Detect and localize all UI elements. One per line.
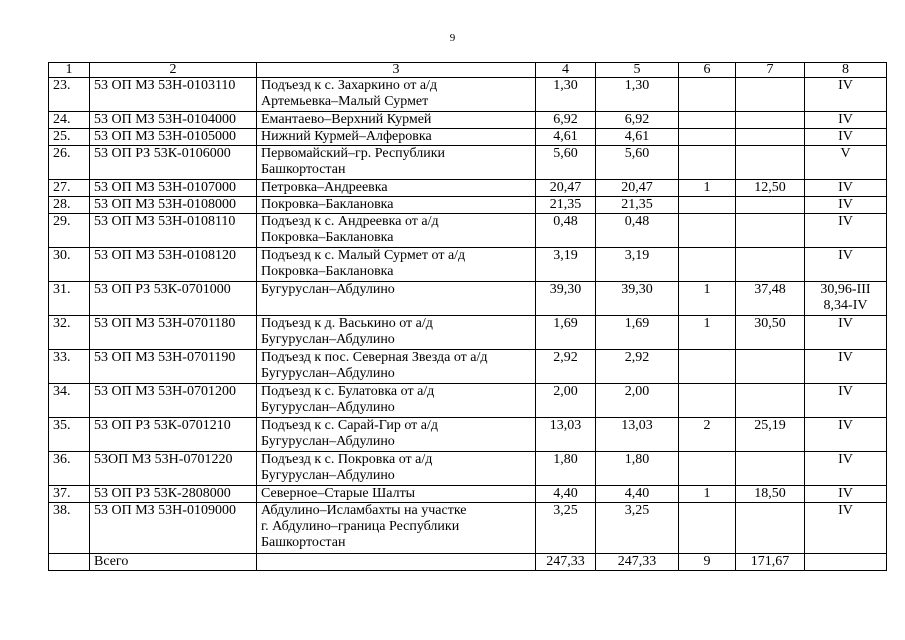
column-header-5: 5 — [596, 63, 679, 78]
road-name — [257, 197, 536, 214]
length-value-2: 1,30 — [596, 78, 679, 112]
length-value: 3,19 — [536, 248, 596, 282]
bridge-length — [736, 197, 805, 214]
road-name — [257, 418, 536, 452]
row-number: 29. — [49, 214, 90, 248]
table-row — [49, 316, 887, 350]
table-row — [49, 452, 887, 486]
road-name-line: Покровка–Баклановка — [261, 197, 394, 212]
road-name — [257, 112, 536, 129]
bridge-count: 1 — [679, 282, 736, 316]
road-code: 53 ОП МЗ 53Н-0701190 — [90, 350, 257, 384]
road-name-line: Нижний Курмей–Алферовка — [261, 129, 432, 144]
row-number: 35. — [49, 418, 90, 452]
road-category-line: IV — [838, 112, 853, 127]
road-category-line: IV — [838, 418, 853, 433]
road-name-line: Емантаево–Верхний Курмей — [261, 112, 432, 127]
column-header-6: 6 — [679, 63, 736, 78]
road-name-line: Северное–Старые Шалты — [261, 486, 416, 501]
length-value: 1,30 — [536, 78, 596, 112]
road-category — [805, 418, 887, 452]
road-name — [257, 248, 536, 282]
road-name-line: Подъезд к с. Захаркино от а/д — [261, 78, 438, 93]
bridge-length: 30,50 — [736, 316, 805, 350]
column-header-8: 8 — [805, 63, 887, 78]
page-number: 9 — [449, 32, 456, 44]
table-row — [49, 78, 887, 112]
bridge-count — [679, 452, 736, 486]
road-name-line: Подъезд к с. Сарай-Гир от а/д — [261, 418, 439, 433]
length-value: 13,03 — [536, 418, 596, 452]
road-code: 53 ОП МЗ 53Н-0105000 — [90, 129, 257, 146]
road-category-line: 30,96-III — [820, 282, 871, 297]
road-code: 53 ОП МЗ 53Н-0701200 — [90, 384, 257, 418]
length-value-2: 247,33 — [596, 554, 679, 571]
road-name — [257, 282, 536, 316]
road-name-line: Покровка–Баклановка — [261, 230, 394, 245]
road-category-line: IV — [838, 197, 853, 212]
length-value: 2,92 — [536, 350, 596, 384]
road-name — [257, 78, 536, 112]
road-category — [805, 316, 887, 350]
bridge-length: 12,50 — [736, 180, 805, 197]
road-category-line: IV — [838, 452, 853, 467]
road-category — [805, 112, 887, 129]
bridge-length — [736, 350, 805, 384]
bridge-count — [679, 248, 736, 282]
road-code: 53 ОП МЗ 53Н-0107000 — [90, 180, 257, 197]
table-row — [49, 248, 887, 282]
road-code: 53 ОП МЗ 53Н-0108000 — [90, 197, 257, 214]
road-name-line: Подъезд к д. Васькино от а/д — [261, 316, 433, 331]
row-number: 24. — [49, 112, 90, 129]
road-category-line: IV — [838, 129, 853, 144]
table-row — [49, 197, 887, 214]
row-number: 34. — [49, 384, 90, 418]
length-value-2: 13,03 — [596, 418, 679, 452]
table-row — [49, 418, 887, 452]
table-row — [49, 180, 887, 197]
road-code: 53 ОП РЗ 53К-2808000 — [90, 486, 257, 503]
road-name-line: Подъезд к пос. Северная Звезда от а/д — [261, 350, 488, 365]
bridge-length — [736, 214, 805, 248]
bridge-count — [679, 146, 736, 180]
length-value: 4,61 — [536, 129, 596, 146]
road-code: 53 ОП РЗ 53К-0701000 — [90, 282, 257, 316]
table-row — [49, 214, 887, 248]
road-category — [805, 452, 887, 486]
length-value: 2,00 — [536, 384, 596, 418]
road-category — [805, 282, 887, 316]
road-code: Всего — [90, 554, 257, 571]
length-value: 20,47 — [536, 180, 596, 197]
bridge-length — [736, 248, 805, 282]
road-name-line: Бугуруслан–Абдулино — [261, 434, 395, 449]
bridge-length — [736, 146, 805, 180]
road-code: 53 ОП РЗ 53К-0701210 — [90, 418, 257, 452]
row-number: 28. — [49, 197, 90, 214]
road-name-line: Подъезд к с. Булатовка от а/д — [261, 384, 435, 399]
road-category-line: IV — [838, 214, 853, 229]
bridge-count — [679, 197, 736, 214]
length-value-2: 3,25 — [596, 503, 679, 554]
road-name — [257, 503, 536, 554]
length-value: 1,80 — [536, 452, 596, 486]
road-name-line: Артемьевка–Малый Сурмет — [261, 94, 429, 109]
row-number: 33. — [49, 350, 90, 384]
length-value: 0,48 — [536, 214, 596, 248]
length-value: 247,33 — [536, 554, 596, 571]
road-name — [257, 486, 536, 503]
length-value: 5,60 — [536, 146, 596, 180]
table-header-row — [49, 63, 887, 78]
road-code: 53 ОП РЗ 53К-0106000 — [90, 146, 257, 180]
road-name-line: Подъезд к с. Покровка от а/д — [261, 452, 433, 467]
length-value-2: 21,35 — [596, 197, 679, 214]
road-name — [257, 384, 536, 418]
bridge-count: 9 — [679, 554, 736, 571]
road-category-line: IV — [838, 350, 853, 365]
length-value-2: 4,61 — [596, 129, 679, 146]
bridge-count — [679, 384, 736, 418]
total-row — [49, 554, 887, 571]
length-value-2: 4,40 — [596, 486, 679, 503]
length-value-2: 39,30 — [596, 282, 679, 316]
road-category-line: IV — [838, 180, 853, 195]
table-row — [49, 486, 887, 503]
bridge-count — [679, 129, 736, 146]
bridge-length — [736, 452, 805, 486]
row-number — [49, 554, 90, 571]
road-name-line: Абдулино–Исламбахты на участке — [261, 503, 467, 518]
bridge-count — [679, 112, 736, 129]
road-category-line: IV — [838, 503, 853, 518]
column-header-3: 3 — [257, 63, 536, 78]
road-name-line: Бугуруслан–Абдулино — [261, 332, 395, 347]
length-value-2: 5,60 — [596, 146, 679, 180]
road-category-line: IV — [838, 486, 853, 501]
length-value-2: 2,00 — [596, 384, 679, 418]
table-row — [49, 129, 887, 146]
road-name — [257, 180, 536, 197]
road-category — [805, 384, 887, 418]
bridge-length — [736, 78, 805, 112]
table-row — [49, 112, 887, 129]
road-code: 53ОП МЗ 53Н-0701220 — [90, 452, 257, 486]
length-value-2: 20,47 — [596, 180, 679, 197]
road-code: 53 ОП МЗ 53Н-0103110 — [90, 78, 257, 112]
table-row — [49, 503, 887, 554]
row-number: 26. — [49, 146, 90, 180]
bridge-count — [679, 503, 736, 554]
column-header-1: 1 — [49, 63, 90, 78]
table-row — [49, 146, 887, 180]
bridge-count — [679, 78, 736, 112]
road-category-line: IV — [838, 316, 853, 331]
road-name — [257, 146, 536, 180]
road-name-line: Бугуруслан–Абдулино — [261, 400, 395, 415]
road-code: 53 ОП МЗ 53Н-0108120 — [90, 248, 257, 282]
bridge-count: 1 — [679, 486, 736, 503]
road-category — [805, 78, 887, 112]
bridge-length: 25,19 — [736, 418, 805, 452]
length-value: 39,30 — [536, 282, 596, 316]
road-category — [805, 129, 887, 146]
road-name — [257, 554, 536, 571]
bridge-length — [736, 112, 805, 129]
row-number: 36. — [49, 452, 90, 486]
length-value-2: 6,92 — [596, 112, 679, 129]
road-name-line: Покровка–Баклановка — [261, 264, 394, 279]
road-category-line: IV — [838, 78, 853, 93]
road-code: 53 ОП МЗ 53Н-0108110 — [90, 214, 257, 248]
bridge-count — [679, 350, 736, 384]
bridge-length: 171,67 — [736, 554, 805, 571]
length-value-2: 2,92 — [596, 350, 679, 384]
road-name-line: Подъезд к с. Андреевка от а/д — [261, 214, 439, 229]
road-code: 53 ОП МЗ 53Н-0104000 — [90, 112, 257, 129]
bridge-length: 37,48 — [736, 282, 805, 316]
bridge-length — [736, 384, 805, 418]
roads-table — [48, 62, 887, 571]
row-number: 27. — [49, 180, 90, 197]
road-code: 53 ОП МЗ 53Н-0701180 — [90, 316, 257, 350]
bridge-count: 2 — [679, 418, 736, 452]
length-value: 4,40 — [536, 486, 596, 503]
road-name-line: Петровка–Андреевка — [261, 180, 388, 195]
bridge-length: 18,50 — [736, 486, 805, 503]
column-header-2: 2 — [90, 63, 257, 78]
row-number: 31. — [49, 282, 90, 316]
length-value: 21,35 — [536, 197, 596, 214]
column-header-7: 7 — [736, 63, 805, 78]
table-body — [49, 78, 887, 571]
road-name-line: г. Абдулино–граница Республики — [261, 519, 460, 534]
table-row — [49, 350, 887, 384]
road-name-line: Бугуруслан–Абдулино — [261, 282, 395, 297]
road-category-line: IV — [838, 248, 853, 263]
length-value: 1,69 — [536, 316, 596, 350]
bridge-count: 1 — [679, 316, 736, 350]
length-value: 3,25 — [536, 503, 596, 554]
length-value-2: 3,19 — [596, 248, 679, 282]
row-number: 23. — [49, 78, 90, 112]
road-name-line: Бугуруслан–Абдулино — [261, 468, 395, 483]
row-number: 37. — [49, 486, 90, 503]
road-category-line: IV — [838, 384, 853, 399]
road-name-line: Подъезд к с. Малый Сурмет от а/д — [261, 248, 466, 263]
road-name — [257, 350, 536, 384]
road-category-line: V — [840, 146, 851, 161]
table-row — [49, 384, 887, 418]
road-category — [805, 146, 887, 180]
road-name — [257, 316, 536, 350]
row-number: 30. — [49, 248, 90, 282]
road-name-line: Первомайский–гр. Республики — [261, 146, 446, 161]
road-category-line: 8,34-IV — [823, 298, 868, 313]
bridge-length — [736, 503, 805, 554]
road-category — [805, 214, 887, 248]
road-code: 53 ОП МЗ 53Н-0109000 — [90, 503, 257, 554]
length-value: 6,92 — [536, 112, 596, 129]
road-category — [805, 197, 887, 214]
road-name — [257, 214, 536, 248]
table-row — [49, 282, 887, 316]
road-name-line: Башкортостан — [261, 162, 346, 177]
road-category — [805, 554, 887, 571]
road-name-line: Башкортостан — [261, 535, 346, 550]
bridge-count: 1 — [679, 180, 736, 197]
road-category — [805, 180, 887, 197]
row-number: 38. — [49, 503, 90, 554]
road-name-line: Бугуруслан–Абдулино — [261, 366, 395, 381]
row-number: 25. — [49, 129, 90, 146]
road-category — [805, 486, 887, 503]
road-name — [257, 129, 536, 146]
bridge-count — [679, 214, 736, 248]
length-value-2: 0,48 — [596, 214, 679, 248]
bridge-length — [736, 129, 805, 146]
column-header-4: 4 — [536, 63, 596, 78]
road-category — [805, 503, 887, 554]
length-value-2: 1,80 — [596, 452, 679, 486]
road-name — [257, 452, 536, 486]
road-category — [805, 350, 887, 384]
row-number: 32. — [49, 316, 90, 350]
road-category — [805, 248, 887, 282]
length-value-2: 1,69 — [596, 316, 679, 350]
